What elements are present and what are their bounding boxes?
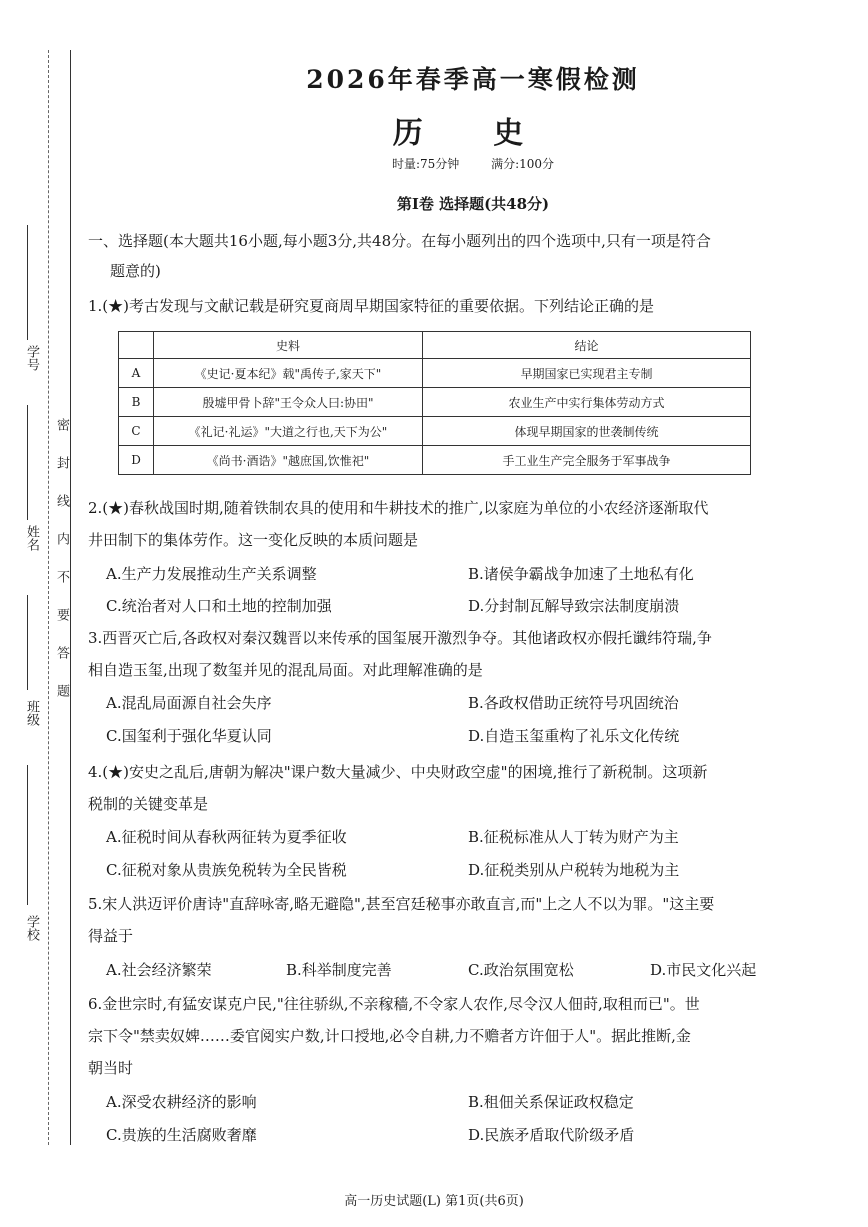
option-c: C.贵族的生活腐败奢靡: [106, 1126, 257, 1144]
question-stem: 2.(★)春秋战国时期,随着铁制农具的使用和牛耕技术的推广,以家庭为单位的小农经济逐渐取代: [88, 499, 709, 517]
question-3: [88, 622, 858, 686]
table-cell: 《尚书·酒诰》"越庶国,饮惟祀": [154, 446, 423, 475]
question-stem: 3.西晋灭亡后,各政权对秦汉魏晋以来传承的国玺展开激烈争夺。其他诸政权亦假托谶纬符瑞,争: [88, 629, 712, 647]
question-stem: 宗下令"禁卖奴婢……委官阅实户数,计口授地,必令自耕,力不赡者方许佃于人"。据此推断,金: [88, 1027, 691, 1045]
field-class: 班级: [24, 700, 39, 726]
question-stem: 1.(★)考古发现与文献记载是研究夏商周早期国家特征的重要依据。下列结论正确的是: [88, 297, 655, 315]
question-stem: 井田制下的集体劳作。这一变化反映的本质问题是: [88, 531, 419, 549]
table-row: [119, 446, 751, 475]
option-b: B.各政权借助正统符号巩固统治: [468, 694, 679, 712]
table-cell: 体现早期国家的世袭制传统: [423, 417, 751, 446]
field-school: 学校: [24, 915, 39, 941]
table-header: 史料: [154, 332, 423, 359]
table-cell: A: [119, 359, 154, 388]
table-cell: 殷墟甲骨卜辞"王令众人曰:协田": [154, 388, 423, 417]
question-5: [88, 888, 858, 952]
table-cell: C: [119, 417, 154, 446]
option-a: A.征税时间从春秋两征转为夏季征收: [106, 828, 347, 846]
subject-title: 历 史: [392, 116, 554, 151]
seal-dashed-line: [48, 50, 49, 1145]
option-b: B.科举制度完善: [286, 961, 392, 979]
option-d: D.征税类别从户税转为地税为主: [468, 861, 680, 879]
question-6: [88, 988, 858, 1084]
table-cell: 农业生产中实行集体劳动方式: [423, 388, 751, 417]
option-b: B.租佃关系保证政权稳定: [468, 1093, 634, 1111]
question-stem: 5.宋人洪迈评价唐诗"直辞咏寄,略无避隐",甚至宫廷秘事亦敢直言,而"上之人不以为罪。"这主要: [88, 895, 715, 913]
option-a: A.混乱局面源自社会失序: [106, 694, 272, 712]
question-stem: 6.金世宗时,有猛安谋克户民,"往往骄纵,不亲稼穑,不令家人农作,尽令汉人佃莳,取租而已"。世: [88, 995, 700, 1013]
source-table: [118, 331, 751, 475]
question-1: [88, 290, 858, 322]
question-stem: 4.(★)安史之乱后,唐朝为解决"课户数大量减少、中央财政空虚"的困境,推行了新税制。这项新: [88, 763, 708, 781]
field-line: [27, 405, 28, 520]
exam-title: 2026年春季高一寒假检测: [306, 65, 640, 94]
field-line: [27, 225, 28, 340]
option-c: C.国玺利于强化华夏认同: [106, 727, 272, 745]
option-a: A.深受农耕经济的影响: [106, 1093, 257, 1111]
exam-score: 满分:100分: [491, 157, 555, 171]
table-header-row: [119, 332, 751, 359]
exam-meta: [88, 155, 858, 172]
option-d: D.自造玉玺重构了礼乐文化传统: [468, 727, 680, 745]
table-row: [119, 359, 751, 388]
option-b: B.诸侯争霸战争加速了土地私有化: [468, 565, 694, 583]
table-cell: B: [119, 388, 154, 417]
option-a: A.生产力发展推动生产关系调整: [106, 565, 317, 583]
question-stem: 得益于: [88, 927, 134, 945]
option-d: D.市民文化兴起: [650, 961, 757, 979]
option-b: B.征税标准从人丁转为财产为主: [468, 828, 679, 846]
option-c: C.征税对象从贵族免税转为全民皆税: [106, 861, 347, 879]
table-cell: 手工业生产完全服务于军事战争: [423, 446, 751, 475]
table-cell: 《礼记·礼运》"大道之行也,天下为公": [154, 417, 423, 446]
option-c: C.统治者对人口和土地的控制加强: [106, 597, 332, 615]
seal-notice: 密封线内不要答题: [54, 418, 69, 722]
question-2: [88, 492, 858, 556]
table-cell: 早期国家已实现君主专制: [423, 359, 751, 388]
question-stem: 税制的关键变革是: [88, 795, 209, 813]
field-student-id: 学号: [24, 345, 39, 371]
instruction-line: 一、选择题(本大题共16小题,每小题3分,共48分。在每小题列出的四个选项中,只有一项是符合: [88, 232, 711, 250]
exam-time: 时量:75分钟: [391, 157, 460, 171]
field-line: [27, 595, 28, 690]
section-title: 第Ⅰ卷 选择题(共48分): [396, 195, 550, 213]
table-row: [119, 417, 751, 446]
table-header: 结论: [423, 332, 751, 359]
binding-margin: [0, 0, 80, 1227]
option-d: D.分封制瓦解导致宗法制度崩溃: [468, 597, 680, 615]
page-footer: 高一历史试题(L) 第1页(共6页): [344, 1194, 524, 1209]
table-row: [119, 388, 751, 417]
field-name: 姓名: [24, 525, 39, 551]
option-a: A.社会经济繁荣: [106, 961, 212, 979]
instruction-line: 题意的): [110, 262, 161, 280]
option-d: D.民族矛盾取代阶级矛盾: [468, 1126, 635, 1144]
option-c: C.政治氛围宽松: [468, 961, 574, 979]
question-stem: 相自造玉玺,出现了数玺并见的混乱局面。对此理解准确的是: [88, 661, 483, 679]
table-cell: D: [119, 446, 154, 475]
question-4: [88, 756, 858, 820]
field-line: [27, 765, 28, 905]
question-stem: 朝当时: [88, 1059, 134, 1077]
table-header: [119, 332, 154, 359]
table-cell: 《史记·夏本纪》载"禹传子,家天下": [154, 359, 423, 388]
